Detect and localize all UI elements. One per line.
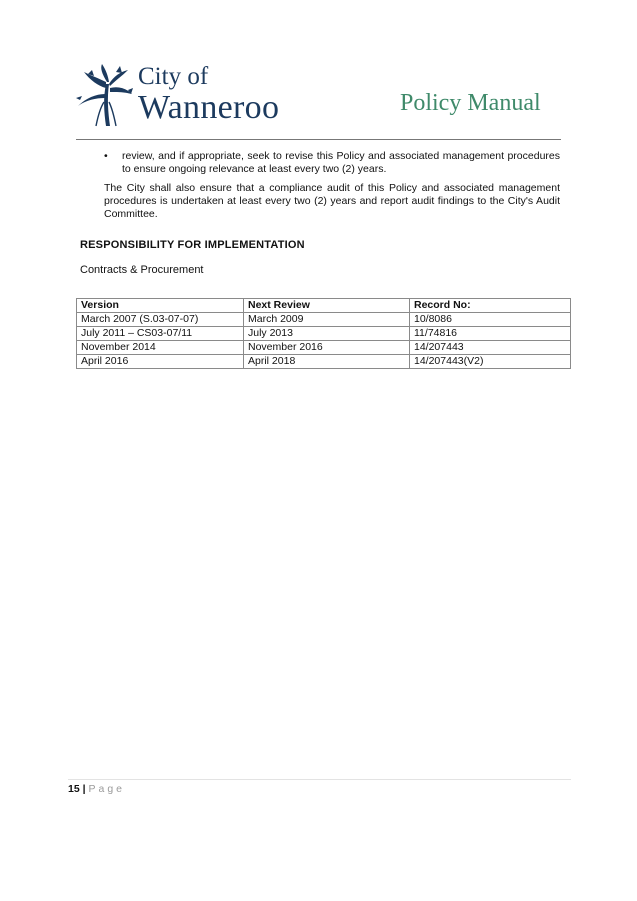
cell-next-review: November 2016	[244, 341, 410, 355]
kangaroo-paw-icon	[76, 64, 134, 128]
footer-divider	[68, 779, 571, 780]
version-table	[76, 298, 571, 369]
cell-record-no: 14/207443(V2)	[410, 355, 571, 369]
header-version: Version	[77, 299, 244, 313]
city-of-wanneroo-logo	[76, 64, 296, 128]
cell-record-no: 14/207443	[410, 341, 571, 355]
table-row	[77, 327, 571, 341]
cell-version: November 2014	[77, 341, 244, 355]
table-row	[77, 341, 571, 355]
cell-version: July 2011 – CS03-07/11	[77, 327, 244, 341]
document-title: Policy Manual	[400, 90, 541, 116]
section-heading: RESPONSIBILITY FOR IMPLEMENTATION	[80, 239, 305, 251]
page-number: 15	[68, 783, 80, 795]
table-row	[77, 355, 571, 369]
body-content	[80, 150, 560, 277]
footer-separator: |	[82, 783, 86, 795]
bullet-icon: •	[104, 150, 108, 162]
header-next-review: Next Review	[244, 299, 410, 313]
bullet-item	[80, 150, 560, 176]
responsible-unit: Contracts & Procurement	[80, 264, 204, 276]
table-row	[77, 313, 571, 327]
bullet-text: review, and if appropriate, seek to revise this Policy and associated management procedures to ensure ongoing relevance at least every two (2) years.	[122, 150, 560, 175]
logo-text-city-of: City of	[138, 63, 209, 90]
audit-paragraph: The City shall also ensure that a compliance audit of this Policy and associated management procedures is undertaken at least every two (2) years and report audit findings to the City's Audit Committee.	[104, 182, 560, 220]
cell-next-review: March 2009	[244, 313, 410, 327]
page-footer	[68, 783, 125, 795]
cell-version: April 2016	[77, 355, 244, 369]
page-label: Page	[88, 783, 126, 795]
header-record-no: Record No:	[410, 299, 571, 313]
logo-text-wanneroo: Wanneroo	[138, 89, 280, 126]
header-divider	[76, 139, 561, 140]
cell-version: March 2007 (S.03-07-07)	[77, 313, 244, 327]
cell-record-no: 10/8086	[410, 313, 571, 327]
table-header-row	[77, 299, 571, 313]
cell-next-review: April 2018	[244, 355, 410, 369]
cell-record-no: 11/74816	[410, 327, 571, 341]
cell-next-review: July 2013	[244, 327, 410, 341]
